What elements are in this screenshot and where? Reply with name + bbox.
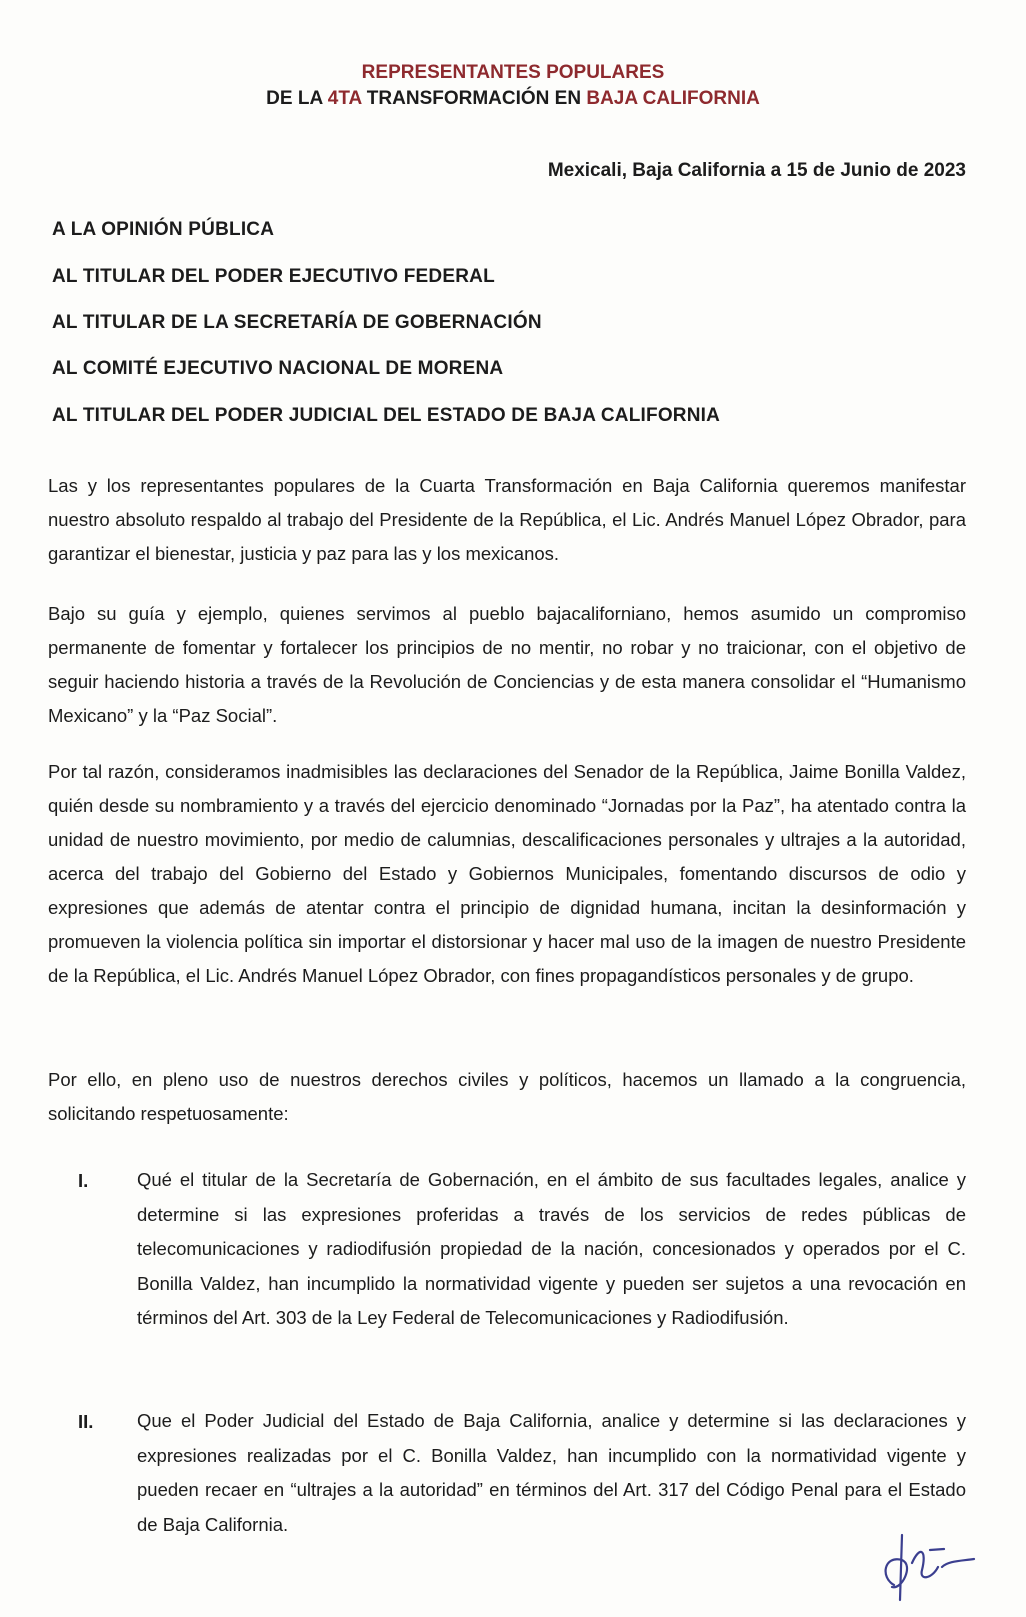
- paragraph-4: Por ello, en pleno uso de nuestros derechos civiles y políticos, hacemos un llamado a la congruencia, solicitando respetuosamente:: [48, 1069, 966, 1124]
- header-line-1: REPRESENTANTES POPULARES: [361, 62, 665, 83]
- item-2-number: II.: [78, 1411, 94, 1432]
- header-line-2-part-c: TRANSFORMACIÓN EN: [361, 88, 587, 109]
- paragraph-1: Las y los representantes populares de la Cuarta Transformación en Baja California queremos manifestar nuestro absoluto respaldo al trabajo del Presidente de la República, el Lic. Andrés Manuel López Obrador, para garantizar el bienestar, justicia y paz para las y los mexicanos.: [48, 475, 966, 564]
- item-1-text: Qué el titular de la Secretaría de Gobernación, en el ámbito de sus facultades legales, analice y determine si las expresiones proferidas a través de los servicios de redes públicas de telecomunicaciones y radiodifusión propiedad de la nación, concesionados y operados por el C. Bonilla Valdez, han incumplido la normatividad vigente y pueden ser sujetos a una revocación en términos del Art. 303 de la Ley Federal de Telecomunicaciones y Radiodifusión.: [137, 1169, 966, 1328]
- item-2-text: Que el Poder Judicial del Estado de Baja California, analice y determine si las declaraciones y expresiones realizadas por el C. Bonilla Valdez, han incumplido con la normatividad vigente y pueden recaer en “ultrajes a la autoridad” en términos del Art. 317 del Código Penal para el Estado de Baja California.: [137, 1410, 966, 1535]
- header-title: [0, 60, 1026, 112]
- paragraph-3: Por tal razón, consideramos inadmisibles las declaraciones del Senador de la República, Jaime Bonilla Valdez, quién desde su nombramiento y a través del ejercicio denominado “Jornadas por la Paz”, ha atentado contra la unidad de nuestro movimiento, por medio de calumnias, descalificaciones personales y ultrajes a la autoridad, acerca del trabajo del Gobierno del Estado y Gobiernos Municipales, fomentando discursos de odio y expresiones que además de atentar contra el principio de dignidad humana, incitan la desinformación y promueven la violencia política sin importar el distorsionar y hacer mal uso de la imagen de nuestro Presidente de la República, el Lic. Andrés Manuel López Obrador, con fines propagandísticos personales y de grupo.: [48, 761, 966, 986]
- item-1-number: I.: [78, 1170, 89, 1191]
- header-line-2-part-a: DE LA: [266, 88, 328, 109]
- addressee-2: AL TITULAR DEL PODER EJECUTIVO FEDERAL: [52, 266, 495, 287]
- header-line-2-part-d: BAJA CALIFORNIA: [586, 88, 760, 109]
- header-line-2-part-b: 4TA: [327, 88, 362, 109]
- document-date: Mexicali, Baja California a 15 de Junio de 2023: [547, 160, 966, 181]
- addressee-1: A LA OPINIÓN PÚBLICA: [52, 219, 275, 240]
- addressee-5: AL TITULAR DEL PODER JUDICIAL DEL ESTADO DE BAJA CALIFORNIA: [52, 405, 721, 426]
- addressee-3: AL TITULAR DE LA SECRETARÍA DE GOBERNACIÓN: [52, 312, 542, 333]
- header-line-2: [0, 86, 1026, 112]
- addressee-4: AL COMITÉ EJECUTIVO NACIONAL DE MORENA: [52, 358, 504, 379]
- paragraph-2: Bajo su guía y ejemplo, quienes servimos al pueblo bajacaliforniano, hemos asumido un compromiso permanente de fomentar y fortalecer los principios de no mentir, no robar y no traicionar, con el objetivo de seguir haciendo historia a través de la Revolución de Conciencias y de esta manera consolidar el “Humanismo Mexicano” y la “Paz Social”.: [48, 603, 966, 726]
- signature-mark: [872, 1515, 982, 1605]
